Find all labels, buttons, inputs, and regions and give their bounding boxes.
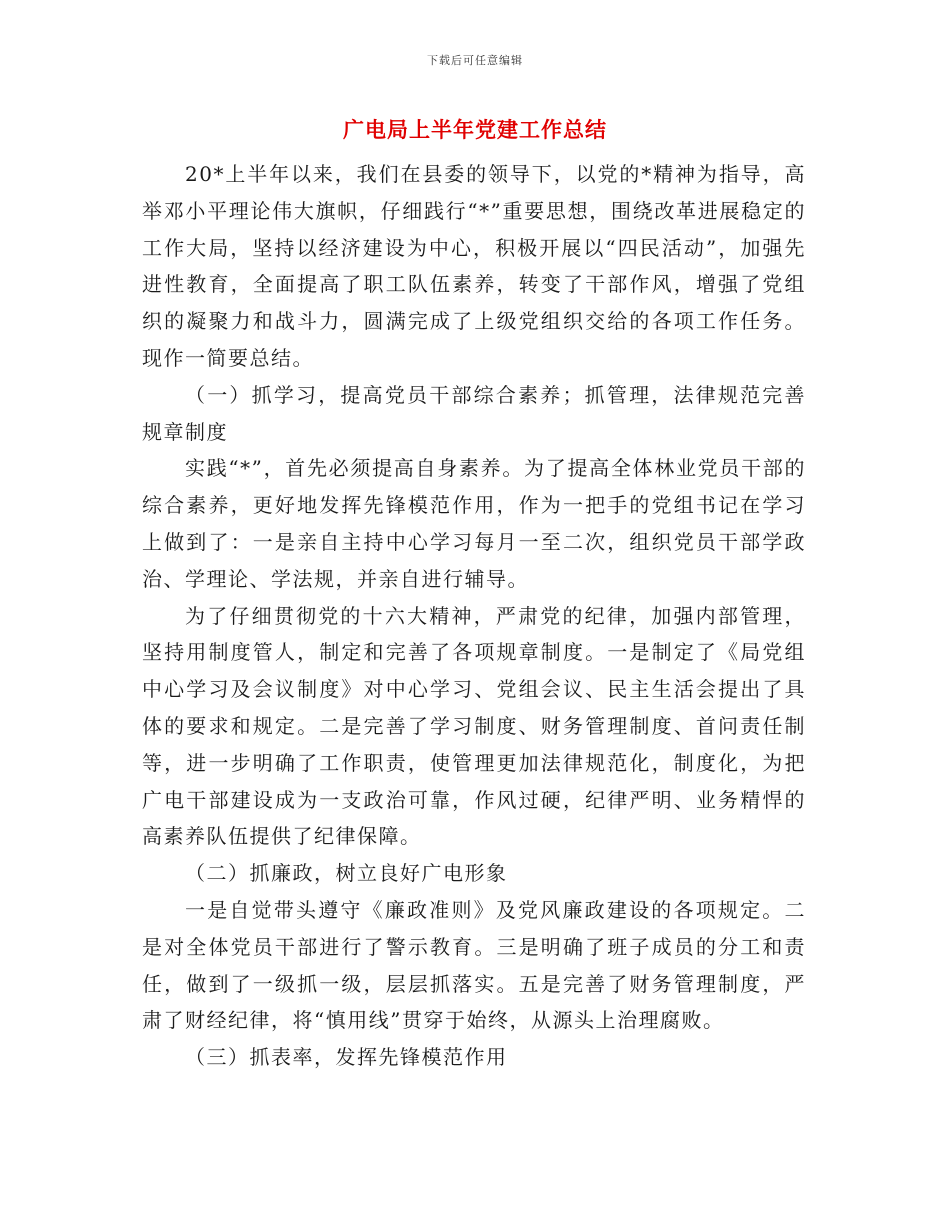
document-title: 广电局上半年党建工作总结 [343,117,607,142]
document-body [142,156,806,1076]
paragraph-intro: 20*上半年以来，我们在县委的领导下，以党的*精神为指导，高举邓小平理论伟大旗帜，仔细践行“*”重要思想，围绕改革进展稳定的工作大局，坚持以经济建设为中心，积极开展以“四民活动”，加强先进性教育，全面提高了职工队伍素养，转变了干部作风，增强了党组织的凝聚力和战斗力，圆满完成了上级党组织交给的各项工作任务。现作一简要总结。 [142,162,806,370]
section-heading-2: （二）抓廉政，树立良好广电形象 [185,861,508,886]
paragraph-study: 实践“*”，首先必须提高自身素养。为了提高全体林业党员干部的综合素养，更好地发挥先锋模范作用，作为一把手的党组书记在学习上做到了：一是亲自主持中心学习每月一至二次，组织党员干部学政治、学理论、学法规，并亲自进行辅导。 [142,456,806,591]
section-heading-1: （一）抓学习，提高党员干部综合素养；抓管理，法律规范完善规章制度 [142,382,806,444]
header-note: 下载后可任意编辑 [427,54,523,67]
section-heading-3: （三）抓表率，发挥先锋模范作用 [185,1045,508,1070]
paragraph-integrity: 一是自觉带头遵守《廉政准则》及党风廉政建设的各项规定。二是对全体党员干部进行了警示教育。三是明确了班子成员的分工和责任，做到了一级抓一级，层层抓落实。五是完善了财务管理制度，严肃了财经纪律，将“慎用线”贯穿于始终，从源头上治理腐败。 [142,897,806,1033]
paragraph-regulations: 为了仔细贯彻党的十六大精神，严肃党的纪律，加强内部管理，坚持用制度管人，制定和完善了各项规章制度。一是制定了《局党组中心学习及会议制度》对中心学习、党组会议、民主生活会提出了具体的要求和规定。二是完善了学习制度、财务管理制度、首问责任制等，进一步明确了工作职责，使管理更加法律规范化，制度化，为把广电干部建设成为一支政治可靠，作风过硬，纪律严明、业务精悍的高素养队伍提供了纪律保障。 [142,603,806,849]
